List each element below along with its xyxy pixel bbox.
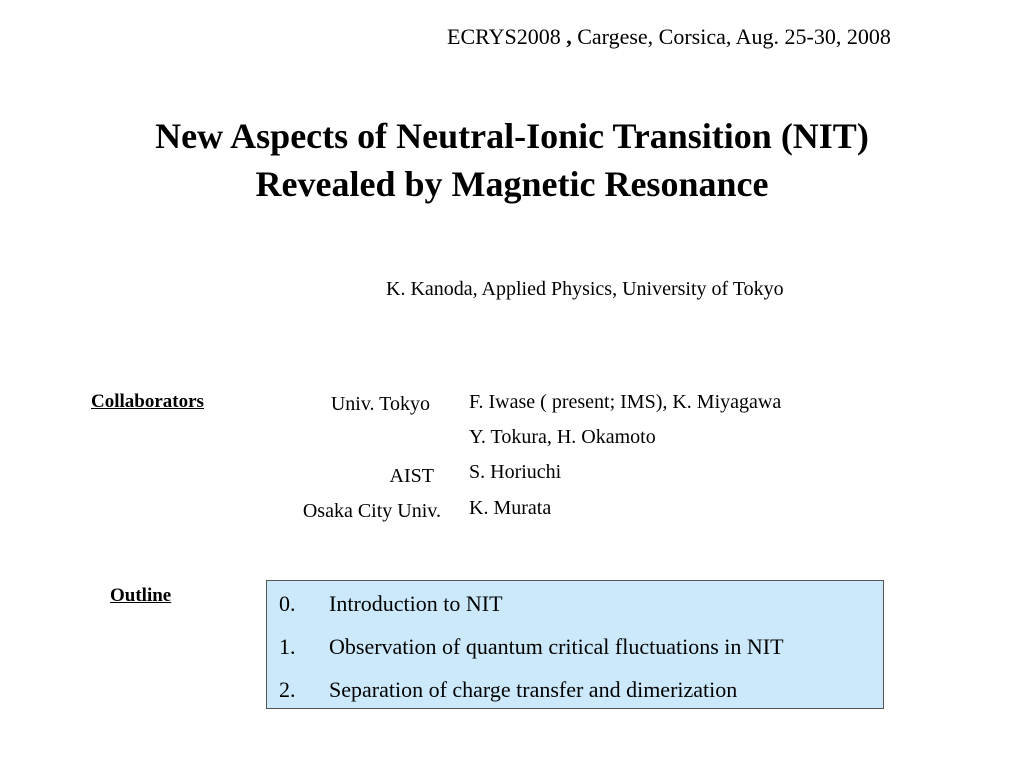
conference-header: [447, 24, 891, 50]
collaborator-names-line: K. Murata: [469, 497, 552, 519]
collaborator-names-line: S. Horiuchi: [469, 461, 562, 483]
collaborator-names-line: F. Iwase ( present; IMS), K. Miyagawa: [469, 391, 782, 413]
conference-location: Cargese, Corsica, Aug. 25-30, 2008: [571, 24, 891, 49]
conference-name: ECRYS2008: [447, 24, 561, 49]
title-line-1: New Aspects of Neutral-Ionic Transition (NIT): [155, 116, 869, 156]
outline-item-text: Separation of charge transfer and dimerization: [329, 677, 738, 702]
outline-item: [279, 677, 737, 703]
institution-osaka-city: Osaka City Univ.: [302, 500, 441, 522]
conference-separator: ,: [566, 24, 572, 49]
outline-box: [266, 580, 884, 709]
institution-aist: AIST: [389, 465, 434, 487]
outline-item-text: Introduction to NIT: [329, 591, 503, 616]
outline-item-number: 0.: [279, 591, 296, 616]
institution-univ-tokyo: Univ. Tokyo: [330, 393, 430, 415]
slide-title: [0, 112, 1024, 208]
outline-item: [279, 591, 503, 617]
outline-item-number: 1.: [279, 634, 296, 659]
outline-label: Outline: [110, 585, 172, 606]
collaborator-names-line: Y. Tokura, H. Okamoto: [469, 426, 656, 448]
author-affiliation: K. Kanoda, Applied Physics, University of Tokyo: [386, 278, 784, 300]
outline-item-number: 2.: [279, 677, 296, 702]
outline-item-text: Observation of quantum critical fluctuations in NIT: [329, 634, 784, 659]
outline-item: [279, 634, 784, 660]
collaborators-label: Collaborators: [91, 391, 204, 412]
title-line-2: Revealed by Magnetic Resonance: [255, 164, 769, 204]
